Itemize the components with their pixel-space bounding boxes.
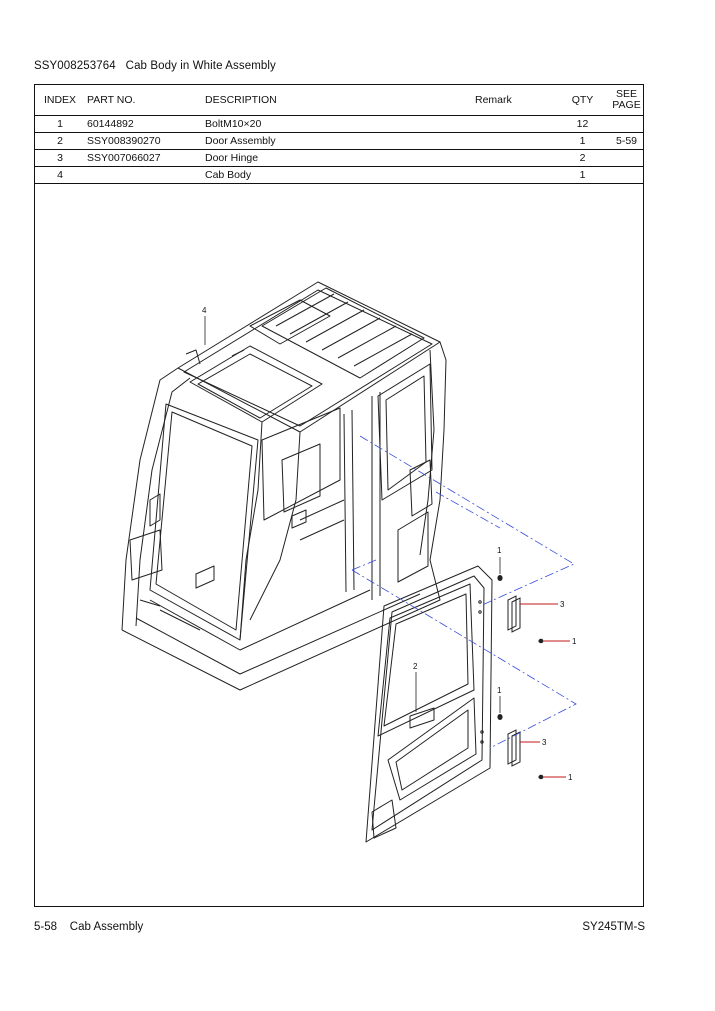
callout-cab-body: 4 xyxy=(202,306,207,315)
header-remark: Remark xyxy=(475,85,555,116)
callout-door: 2 xyxy=(413,662,418,671)
callout-hinge: 3 xyxy=(560,600,565,609)
door-drawing xyxy=(366,566,492,842)
cell-index: 3 xyxy=(35,150,85,167)
cell-description: BoltM10×20 xyxy=(205,116,475,133)
header-description: DESCRIPTION xyxy=(205,85,475,116)
cell-index: 4 xyxy=(35,167,85,184)
cell-qty: 12 xyxy=(555,116,610,133)
callout-labels xyxy=(202,306,577,782)
callout-hinge: 3 xyxy=(542,738,547,747)
bolt-icon xyxy=(497,575,502,581)
red-leader-lines xyxy=(520,604,570,777)
footer-model: SY245TM-S xyxy=(582,921,645,933)
cell-part-no: SSY008390270 xyxy=(85,133,205,150)
assembly-guide-lines xyxy=(352,436,576,748)
cell-part-no: SSY007066027 xyxy=(85,150,205,167)
callout-bolt: 1 xyxy=(497,686,502,695)
header-part-no: PART NO. xyxy=(85,85,205,116)
bolt-icon xyxy=(538,639,543,643)
cell-description: Door Assembly xyxy=(205,133,475,150)
header-qty: QTY xyxy=(555,85,610,116)
document-title: SSY008253764 Cab Body in White Assembly xyxy=(34,60,276,72)
cab-body-drawing xyxy=(122,282,446,690)
cell-qty: 1 xyxy=(555,167,610,184)
cell-index: 2 xyxy=(35,133,85,150)
header-see-page: SEE PAGE xyxy=(610,85,643,116)
header-index: INDEX xyxy=(35,85,85,116)
cell-part-no: 60144892 xyxy=(85,116,205,133)
bolt-icon xyxy=(497,714,502,720)
hinge-parts-drawing xyxy=(508,596,520,766)
callout-bolt: 1 xyxy=(568,773,573,782)
cell-qty: 1 xyxy=(555,133,610,150)
bolt-icon xyxy=(538,775,543,779)
cell-description: Cab Body xyxy=(205,167,475,184)
cell-index: 1 xyxy=(35,116,85,133)
cell-qty: 2 xyxy=(555,150,610,167)
callout-bolt: 1 xyxy=(497,546,502,555)
callout-bolt: 1 xyxy=(572,637,577,646)
leader-lines xyxy=(205,316,500,713)
cell-description: Door Hinge xyxy=(205,150,475,167)
cell-see-page[interactable]: 5-59 xyxy=(610,133,643,150)
footer-page-section: 5-58 Cab Assembly xyxy=(34,921,144,933)
